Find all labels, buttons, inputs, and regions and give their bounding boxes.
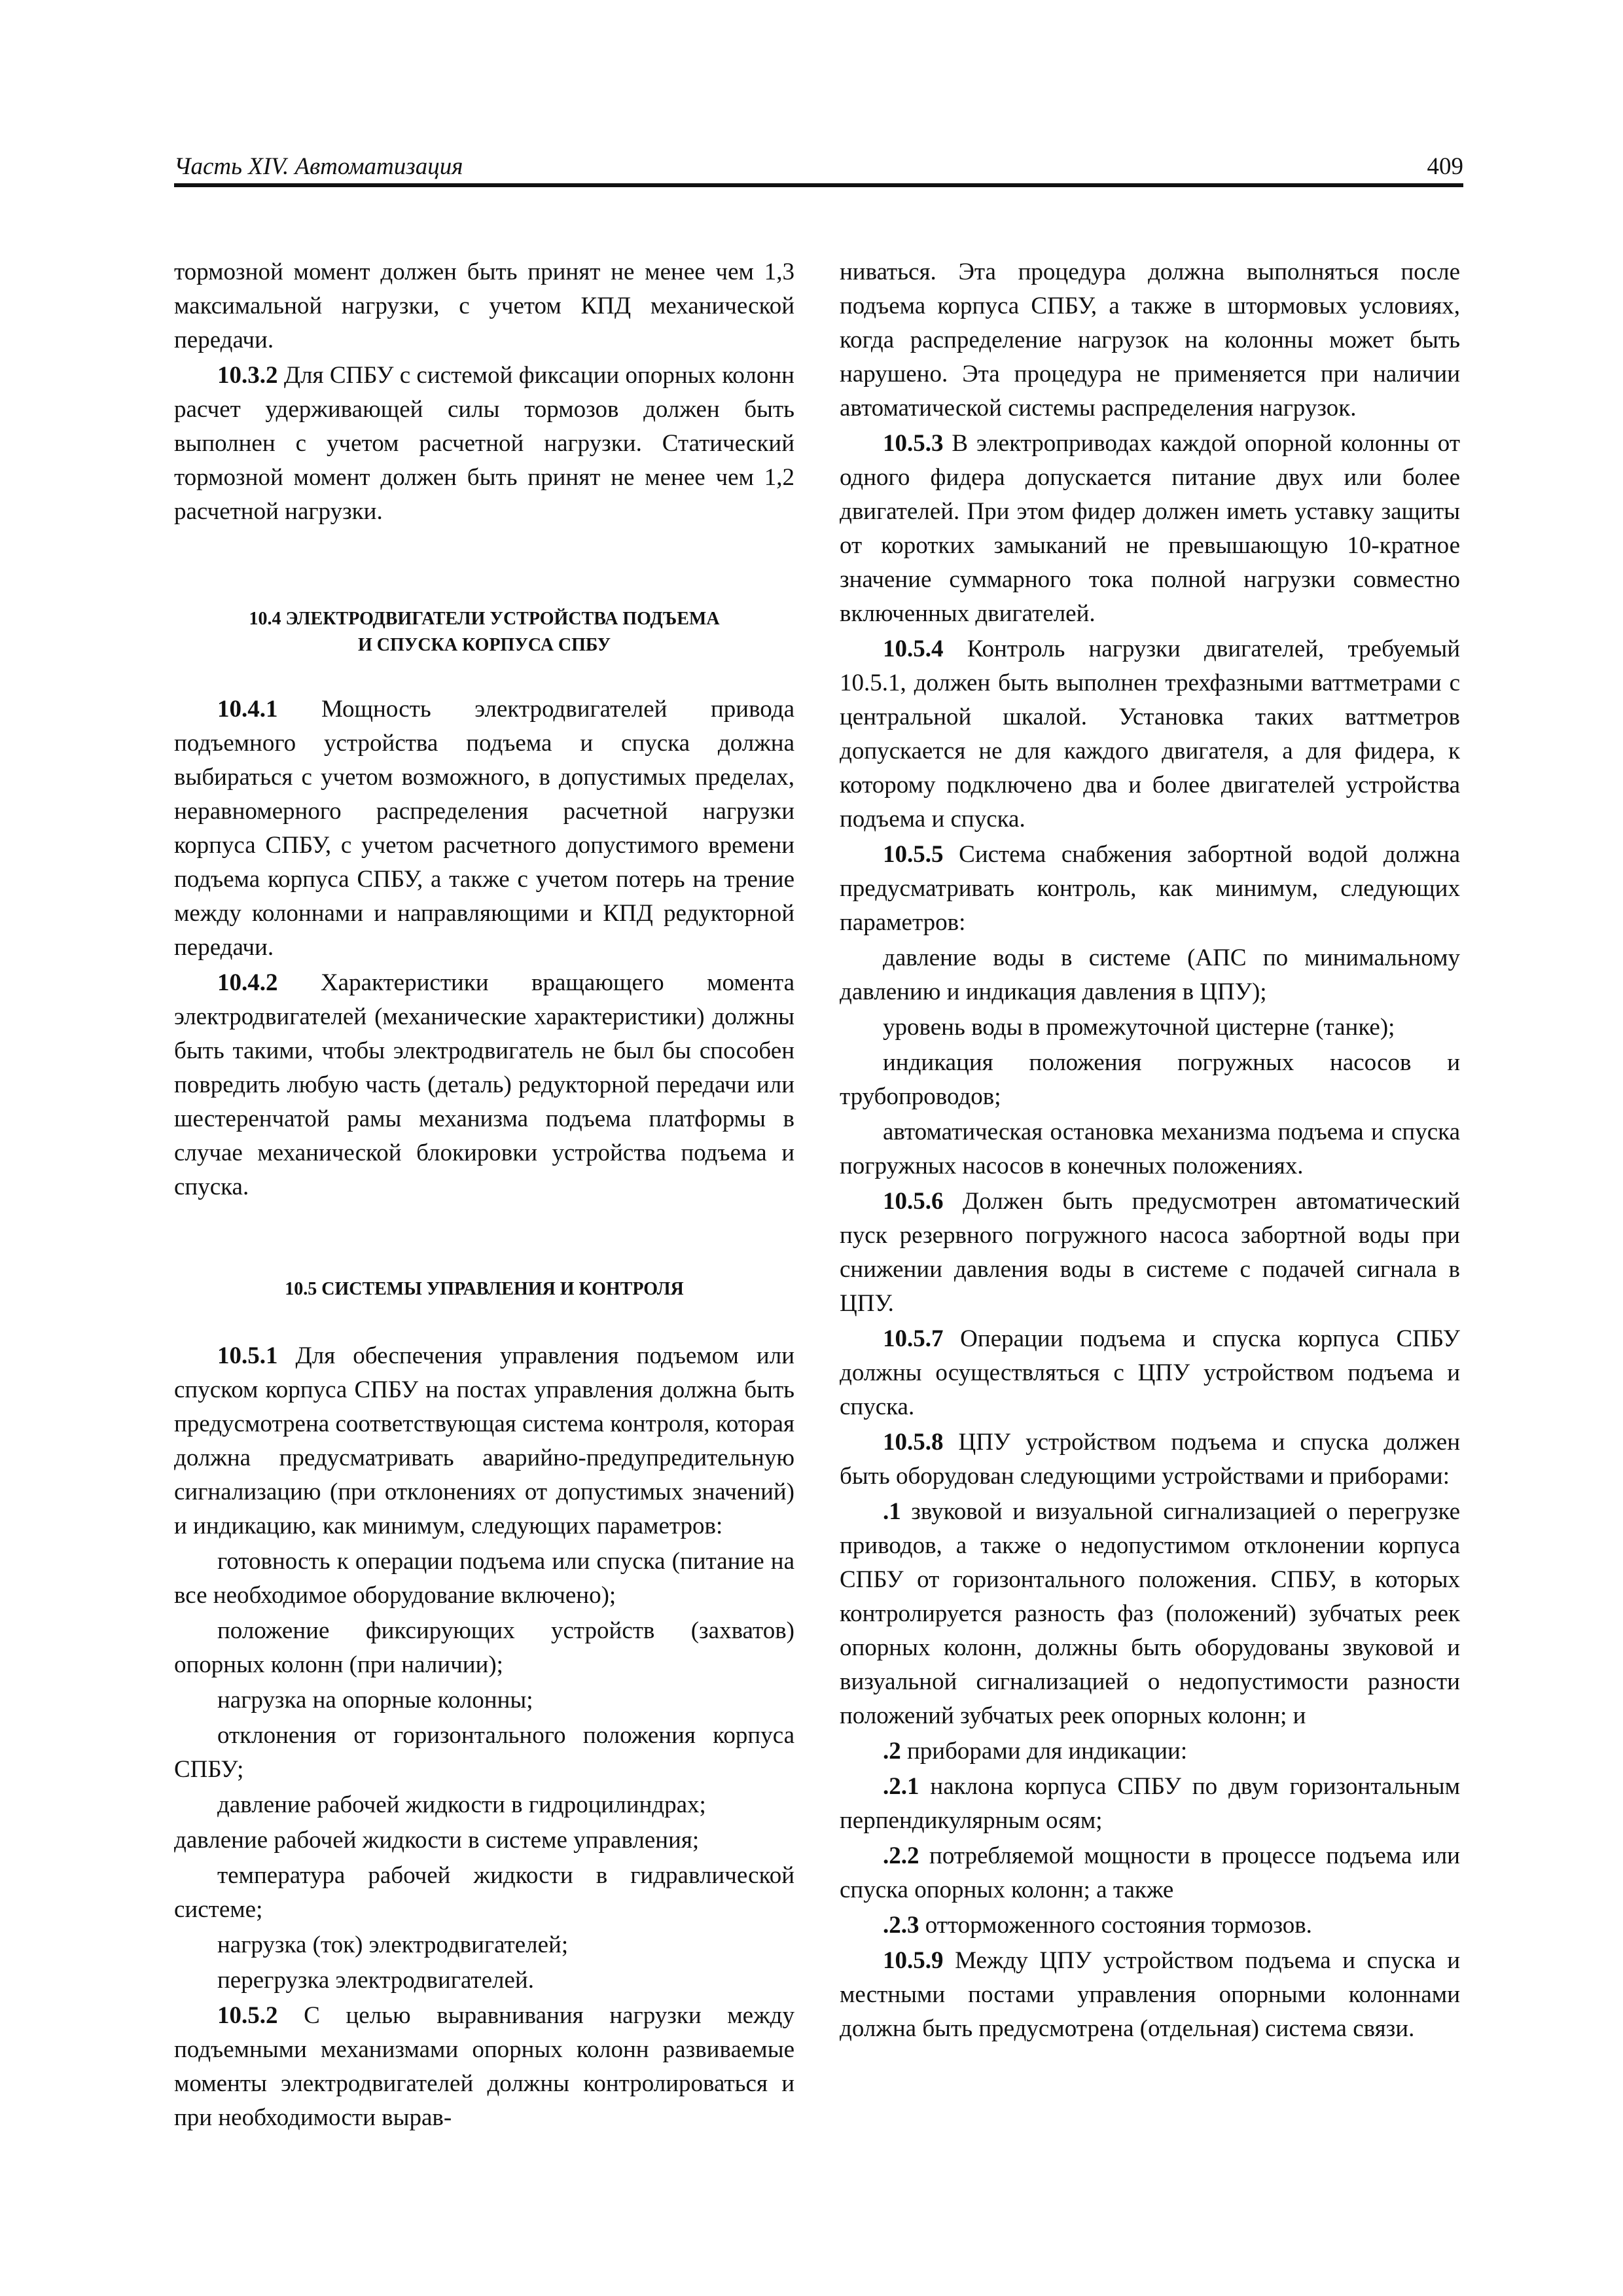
clause-text: С целью выравнивания нагрузки между подъемными механизмами опорных колонн развиваемые моменты электродвигателей должны контролироваться и при необходимости вырав- (174, 2002, 794, 2131)
section-heading-10-4 (174, 606, 794, 658)
left-column (174, 255, 794, 2136)
clause-10-5-4 (840, 632, 1460, 836)
clause-10-5-1 (174, 1339, 794, 1543)
clause-text: Система снабжения забортной водой должна предусматривать контроль, как минимум, следующих параметров: (840, 841, 1460, 936)
clause-10-5-6 (840, 1185, 1460, 1321)
subclause-2 (840, 1734, 1460, 1768)
subclause-text: звуковой и визуальной сигнализацией о перегрузке приводов, а также о недопустимом отклонении корпуса СПБУ от горизонтального положения. СПБУ, в которых контролируется разность фаз (положений) зубчатых реек опорных колонн, должны быть оборудованы звуковой и визуальной сигнализацией о недопустимости разности положений зубчатых реек опорных колонн; и (840, 1498, 1460, 1729)
list-item: индикация положения погружных насосов и трубопроводов; (840, 1049, 1460, 1110)
clause-10-5-8 (840, 1426, 1460, 1494)
clause-number: 10.5.9 (883, 1947, 944, 1974)
paragraph-continuation: ниваться. Эта процедура должна выполняться после подъема корпуса СПБУ, а также в штормовых условиях, когда распределение нагрузок на колонны может быть нарушено. Эта процедура не применяется при наличии автоматической системы распределения нагрузок. (840, 259, 1460, 422)
clause-text: Для СПБУ с системой фиксации опорных колонн расчет удерживающей силы тормозов должен быть выполнен с учетом расчетной нагрузки. Статический тормозной момент должен быть принят не менее чем 1,2 расчетной нагрузки. (174, 362, 794, 525)
right-column (840, 255, 1460, 2047)
clause-number: 10.3.2 (217, 362, 278, 389)
clause-text: Для обеспечения управления подъемом или спуском корпуса СПБУ на постах управления должна быть предусмотрена соответствующая система контроля, которая должна предусматривать аварийно-предупредительную сигнализацию (при отклонениях от допустимых значений) и индикацию, как минимум, следующих параметров: (174, 1342, 794, 1539)
list-item: положение фиксирующих устройств (захватов) опорных колонн (при наличии); (174, 1617, 794, 1678)
list-item: давление воды в системе (АПС по минимальному давлению и индикация давления в ЦПУ); (840, 944, 1460, 1005)
list-item: нагрузка на опорные колонны; (217, 1687, 533, 1713)
clause-text: В электроприводах каждой опорной колонны от одного фидера допускается питание двух или более двигателей. При этом фидер должен иметь уставку защиты от коротких замыканий не превышающую 10-кратное значение суммарного тока полной нагрузки совместно включенных двигателей. (840, 430, 1460, 627)
subclause-number: .2.3 (883, 1912, 919, 1939)
subclause-number: .2.2 (883, 1842, 919, 1869)
clause-number: 10.5.3 (883, 430, 944, 457)
clause-10-5-9 (840, 1944, 1460, 2046)
page-number: 409 (1427, 153, 1463, 180)
clause-text: Мощность электродвигателей привода подъемного устройства подъема и спуска должна выбираться с учетом возможного, в допустимых пределах, неравномерного распределения расчетной нагрузки корпуса СПБУ, с учетом расчетного допустимого времени подъема корпуса СПБУ, а также с учетом потерь на трение между колоннами и направляющими и КПД редукторной передачи. (174, 696, 794, 961)
clause-text: Контроль нагрузки двигателей, требуемый 10.5.1, должен быть выполнен трехфазными ваттметрами с центральной шкалой. Установка таких ваттметров допускается не для каждого двигателя, а для фидера, к которому подключено два и более двигателей устройства подъема и спуска. (840, 636, 1460, 833)
list-item: уровень воды в промежуточной цистерне (танке); (883, 1014, 1395, 1041)
subclause-text: потребляемой мощности в процессе подъема или спуска опорных колонн; а также (840, 1842, 1460, 1903)
list-item: давление рабочей жидкости в системе управления; (174, 1827, 700, 1854)
clause-text: Операции подъема и спуска корпуса СПБУ должны осуществляться с ЦПУ устройством подъема и спуска. (840, 1325, 1460, 1420)
running-header-title: Часть XIV. Автоматизация (174, 153, 463, 180)
page-header (174, 143, 1463, 187)
subclause-1 (840, 1495, 1460, 1733)
subclause-2-3 (840, 1909, 1460, 1943)
clause-text: Должен быть предусмотрен автоматический пуск резервного погружного насоса забортной воды при снижении давления воды в системе с подачей сигнала в ЦПУ. (840, 1188, 1460, 1317)
list-item: перегрузка электродвигателей. (217, 1967, 534, 1994)
clause-number: 10.5.1 (217, 1342, 278, 1369)
clause-number: 10.5.4 (883, 636, 944, 662)
subclause-number: .1 (883, 1498, 901, 1525)
clause-number: 10.4.1 (217, 696, 278, 723)
clause-number: 10.4.2 (217, 969, 278, 996)
clause-number: 10.5.5 (883, 841, 944, 868)
subclause-2-2 (840, 1839, 1460, 1907)
list-item: автоматическая остановка механизма подъема и спуска погружных насосов в конечных положениях. (840, 1119, 1460, 1179)
clause-10-5-7 (840, 1322, 1460, 1424)
clause-10-5-3 (840, 427, 1460, 631)
clause-10-3-2 (174, 359, 794, 529)
clause-10-4-2 (174, 966, 794, 1204)
clause-number: 10.5.7 (883, 1325, 944, 1352)
list-item: готовность к операции подъема или спуска (питание на все необходимое оборудование включено); (174, 1548, 794, 1609)
clause-number: 10.5.6 (883, 1188, 944, 1215)
section-heading-10-5: 10.5 СИСТЕМЫ УПРАВЛЕНИЯ И КОНТРОЛЯ (285, 1279, 684, 1299)
paragraph-continuation: тормозной момент должен быть принят не менее чем 1,3 максимальной нагрузки, с учетом КПД механической передачи. (174, 259, 794, 353)
list-item: отклонения от горизонтального положения корпуса СПБУ; (174, 1722, 794, 1783)
section-heading-line: 10.4 ЭЛЕКТРОДВИГАТЕЛИ УСТРОЙСТВА ПОДЪЕМА (249, 609, 720, 629)
clause-10-5-2 (174, 1999, 794, 2135)
clause-text: ЦПУ устройством подъема и спуска должен быть оборудован следующими устройствами и приборами: (840, 1429, 1460, 1490)
subclause-text: наклона корпуса СПБУ по двум горизонтальным перпендикулярным осям; (840, 1773, 1460, 1834)
clause-text: Характеристики вращающего момента электродвигателей (механические характеристики) должны быть такими, чтобы электродвигатель не был бы способен повредить любую часть (деталь) редукторной передачи или шестеренчатой рамы механизма подъема платформы в случае механической блокировки устройства подъема и спуска. (174, 969, 794, 1200)
clause-10-5-5 (840, 838, 1460, 940)
subclause-number: .2 (883, 1738, 901, 1765)
clause-text: Между ЦПУ устройством подъема и спуска и местными постами управления опорными колоннами должна быть предусмотрена (отдельная) система связи. (840, 1947, 1460, 2042)
subclause-number: .2.1 (883, 1773, 919, 1800)
list-item: нагрузка (ток) электродвигателей; (217, 1931, 569, 1958)
subclause-text: отторможенного состояния тормозов. (919, 1912, 1312, 1939)
list-item: температура рабочей жидкости в гидравлической системе; (174, 1862, 794, 1923)
clause-number: 10.5.8 (883, 1429, 944, 1456)
list-item: давление рабочей жидкости в гидроцилиндрах; (217, 1791, 706, 1818)
section-heading-line: И СПУСКА КОРПУСА СПБУ (357, 635, 611, 655)
subclause-2-1 (840, 1770, 1460, 1838)
clause-10-4-1 (174, 692, 794, 965)
subclause-text: приборами для индикации: (901, 1738, 1188, 1765)
clause-number: 10.5.2 (217, 2002, 278, 2029)
